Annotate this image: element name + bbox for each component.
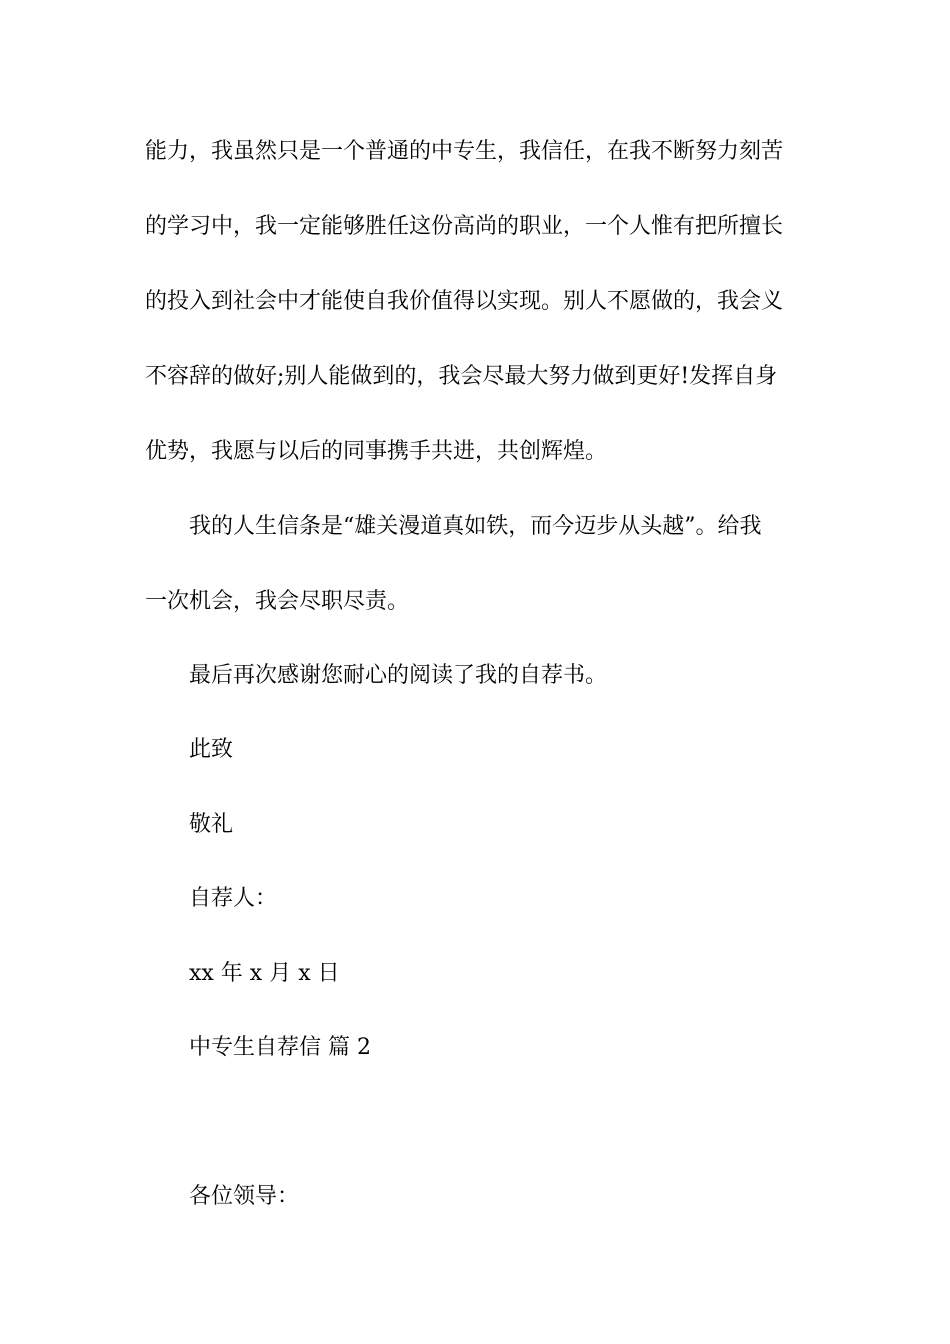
signer-label: 自荐人： — [189, 886, 278, 911]
paragraph-1-line-1: 能力，我虽然只是一个普通的中专生，我信任，在我不断努力刻苦 — [145, 139, 784, 164]
paragraph-1-line-5: 优势，我愿与以后的同事携手共进，共创辉煌。 — [145, 439, 608, 464]
date-line: xx 年 x 月 x 日 — [189, 961, 340, 986]
paragraph-1-line-3: 的投入到社会中才能使自我价值得以实现。别人不愿做的，我会义 — [145, 289, 784, 314]
paragraph-2-line-2: 一次机会，我会尽职尽责。 — [145, 589, 410, 614]
salutation-jingli: 敬礼 — [189, 812, 234, 837]
salutation-cizhi: 此致 — [189, 737, 234, 762]
greeting: 各位领导： — [189, 1184, 300, 1209]
section-title: 中专生自荐信 篇 2 — [189, 1035, 371, 1060]
paragraph-1-line-4: 不容辞的做好;别人能做到的，我会尽最大努力做到更好!发挥自身 — [145, 364, 778, 389]
paragraph-1-line-2: 的学习中，我一定能够胜任这份高尚的职业，一个人惟有把所擅长 — [145, 214, 784, 239]
thanks-line: 最后再次感谢您耐心的阅读了我的自荐书。 — [189, 663, 608, 688]
paragraph-2-line-1: 我的人生信条是“雄关漫道真如铁，而今迈步从头越”。给我 — [189, 514, 762, 539]
